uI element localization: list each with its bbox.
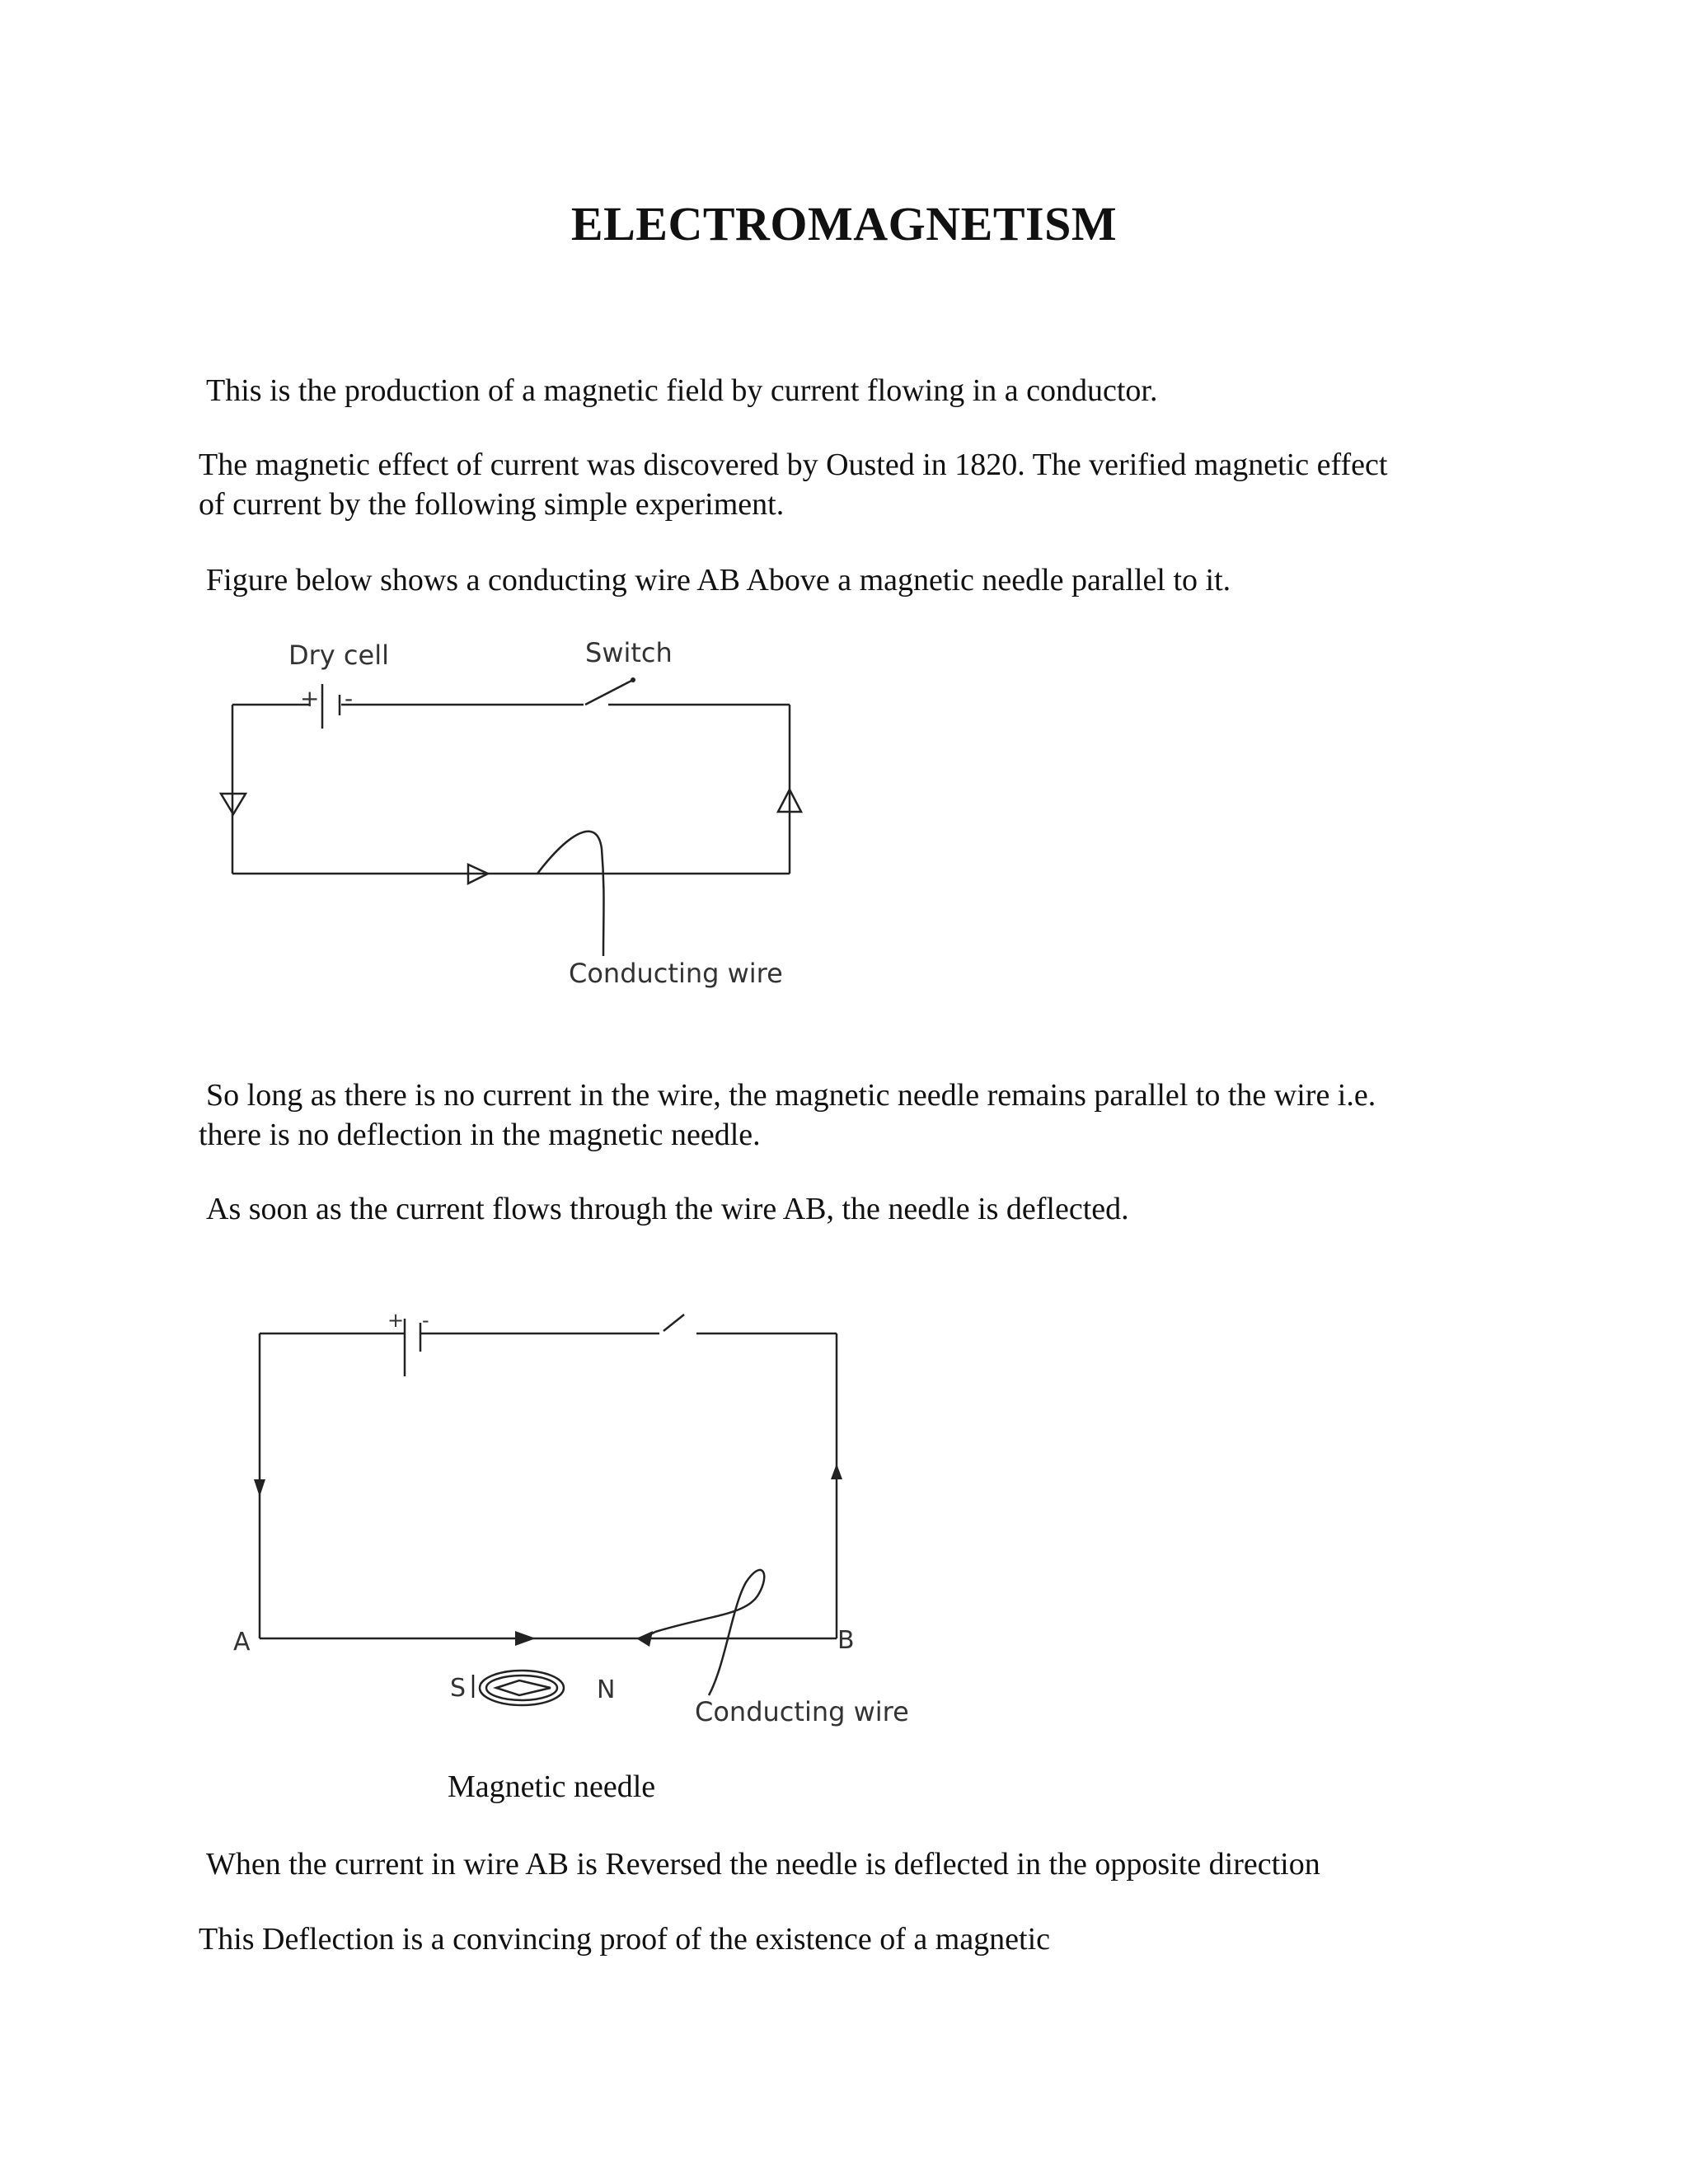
paragraph-text: This is the production of a magnetic field by current flowing in a conductor.	[206, 373, 1158, 408]
page-title: ELECTROMAGNETISM	[570, 197, 1118, 251]
paragraph-text: This Deflection is a convincing proof of the existence of a magnetic	[199, 1922, 1051, 1957]
paragraph-definition	[206, 371, 1157, 410]
point-b-label: B	[837, 1626, 855, 1655]
circuit-diagram-current-flowing	[223, 1294, 923, 1739]
circuit-diagram-no-current	[198, 626, 824, 997]
paragraph-text: there is no deflection in the magnetic needle.	[199, 1118, 761, 1152]
paragraph-text: When the current in wire AB is Reversed the needle is deflected in the opposite direction	[206, 1847, 1320, 1882]
paragraph-figure-intro	[206, 560, 1231, 600]
conducting-wire-label: Conducting wire	[569, 958, 783, 989]
plus-sign: +	[387, 1309, 405, 1332]
switch-label: Switch	[585, 637, 673, 668]
minus-sign: -	[345, 685, 354, 712]
dry-cell-label: Dry cell	[288, 640, 389, 671]
point-a-label: A	[233, 1628, 251, 1657]
paragraph-text: of current by the following simple experiment.	[199, 487, 785, 522]
paragraph-current-flows	[206, 1189, 1129, 1229]
plus-sign: +	[300, 685, 320, 712]
paragraph-no-current	[199, 1076, 1376, 1155]
north-pole-label: N	[597, 1675, 616, 1704]
paragraph-reversed-current	[206, 1844, 1320, 1884]
figure-caption: Magnetic needle	[448, 1769, 656, 1804]
paragraph-text: The magnetic effect of current was discovered by Ousted in 1820. The verified magnetic effect	[199, 448, 1388, 482]
conducting-wire-label: Conducting wire	[695, 1696, 909, 1727]
paragraph-text: Figure below shows a conducting wire AB Above a magnetic needle parallel to it.	[206, 563, 1231, 598]
paragraph-text: As soon as the current flows through the wire AB, the needle is deflected.	[206, 1192, 1129, 1226]
minus-sign: -	[422, 1309, 429, 1332]
paragraph-proof	[199, 1919, 1050, 1959]
paragraph-discovery	[199, 445, 1387, 524]
south-pole-label: S	[450, 1674, 467, 1703]
paragraph-text: So long as there is no current in the wire, the magnetic needle remains parallel to the wire i.e.	[206, 1078, 1376, 1113]
